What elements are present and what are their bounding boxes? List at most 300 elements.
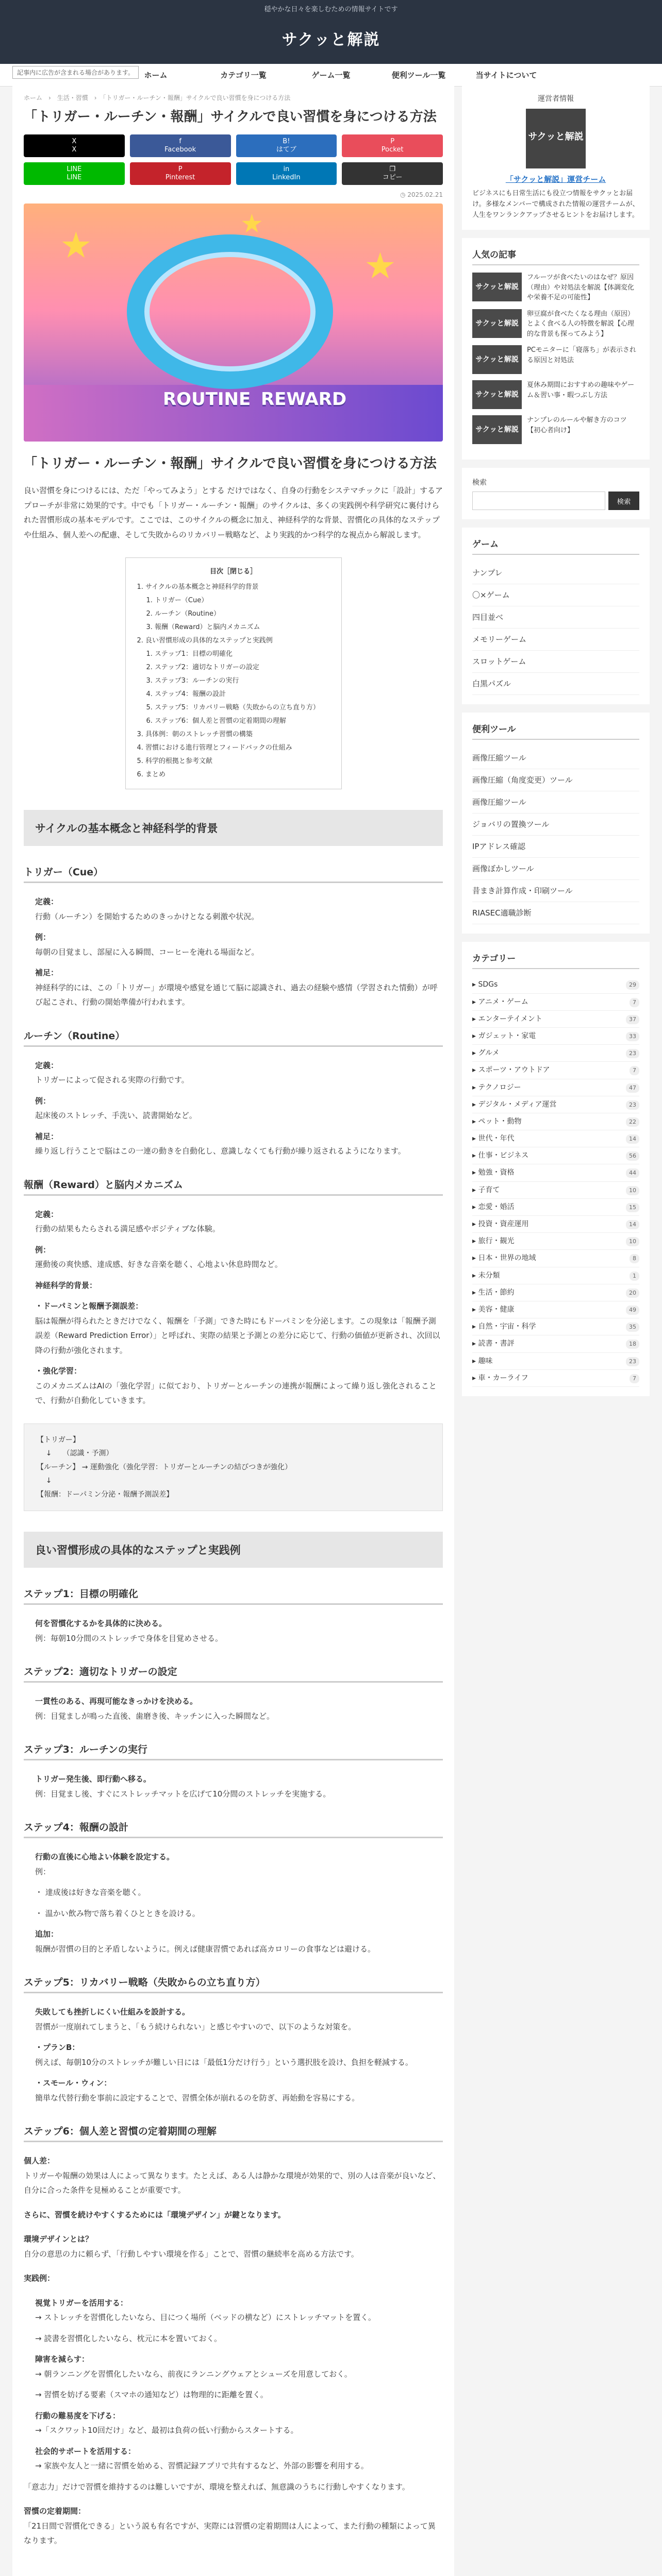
category-link[interactable] [472,1147,639,1164]
site-brand[interactable]: サクッと解説 [0,20,662,64]
item-text: → 家族や友人と一緒に習慣を始める、習慣記録アプリで共有するなど、外部の影響を利用する。 [35,2461,369,2471]
item-label: 障害を減らす： [35,2354,90,2364]
header-tagline: 穏やかな日々を楽しむための情報サイトです [0,0,662,20]
toc-item[interactable]: 1. ステップ1：目標の明確化 [146,650,233,658]
category-count: 23 [626,1100,639,1110]
category-link[interactable] [472,1113,639,1130]
post-thumbnail: サクッと解説 [472,273,522,301]
category-name [472,1318,536,1335]
widget-title: 検索 [472,479,487,487]
popular-post[interactable] [472,309,639,340]
category-link[interactable] [472,1370,639,1387]
share-button[interactable] [24,134,125,157]
list-item [35,2040,443,2070]
breadcrumb[interactable]: ホーム › 生活・習慣 › 「トリガー・ルーチン・報酬」サイクルで良い習慣を身につける方法 [24,94,291,101]
item-text: 行動の結果もたらされる満足感やポジティブな体験。 [35,1224,220,1233]
item-label: ・プランB： [35,2043,80,2053]
item-label: 追加： [35,1929,59,1939]
list-item [35,1129,443,1159]
section-heading: サイクルの基本概念と神経科学的背景 [24,810,443,846]
item-label: 行動の難易度を下げる： [35,2411,121,2420]
category-label: アニメ・ゲーム [478,997,528,1006]
category-label: ペット・動物 [478,1117,522,1126]
category-link[interactable] [472,1045,639,1062]
list-item [35,1094,443,1123]
category-count: 47 [626,1083,639,1093]
category-label: スポーツ・アウトドア [478,1066,550,1075]
category-name [472,1096,557,1113]
tools-link[interactable]: 昔まき計算作成・印刷ツール [472,880,639,902]
category-link[interactable] [472,1353,639,1370]
category-name [472,1353,492,1369]
category-name [472,1164,514,1181]
share-label: Pocket [381,146,404,154]
category-name [472,1079,521,1096]
toc-item[interactable]: 2. ルーチン（Routine） [146,610,220,618]
list-item [35,2352,443,2381]
cycle-ring [127,234,333,389]
share-label: Pinterest [165,174,195,181]
toc-title[interactable]: 目次［閉じる］ [209,568,257,575]
item-label: ・ドーパミンと報酬予測誤差： [35,1301,143,1311]
toc-item[interactable]: 3. 具体例：朝のストレッチ習慣の構築 [137,731,253,738]
category-link[interactable] [472,1028,639,1045]
admin-description: ビジネスにも日常生活にも役立つ情報をサクッとお届け。多様なメンバーで構成された情報の運営チームが、人生をワンランクアップさせるヒントをお届けします。 [472,190,639,219]
item-label: 行動の直後に心地よい体験を設定する。 [35,1852,175,1862]
star-icon: ★ [364,245,396,287]
category-label: ガジェット・家電 [478,1031,536,1040]
category-link[interactable] [472,1335,639,1352]
paragraph: 個人差： トリガーや報酬の効果は人によって異なります。たとえば、ある人は静かな環境が効果的で、別の人は音楽が良いなど、自分に合った条件を見極めることが重要です。 [24,2156,441,2195]
list-item [35,1278,443,1293]
chevron-right-icon: ▸ [472,1220,478,1229]
category-count: 23 [626,1357,639,1366]
item-text: 簡単な代替行動を事前に設定することで、習慣全体が崩れるのを防ぎ、再始動を容易にする。 [35,2093,360,2103]
definition-list [24,1850,443,1956]
category-label: 世代・年代 [478,1134,515,1143]
definition-list [24,894,443,1010]
search-widget [462,468,650,519]
category-label: 旅行・観光 [478,1237,515,1246]
item-text: → 朝ランニングを習慣化したいなら、前夜にランニングウェアとシューズを用意しておく。 [35,2369,352,2379]
widget-title: 運営者情報 [538,95,574,103]
paragraph: 「意志力」だけで習慣を維持するのは難しいですが、環境を整えれば、無意識のうちに行動しやすくなります。 [24,2482,410,2492]
chevron-right-icon: ▸ [472,1185,478,1194]
item-label: 社会的サポートを活用する： [35,2446,136,2456]
toc-item[interactable]: 3. ステップ3：ルーチンの実行 [146,677,239,685]
article [12,84,454,2576]
article-heading: 「トリガー・ルーチン・報酬」サイクルで良い習慣を身につける方法 [24,456,437,471]
share-label: コピー [382,174,403,181]
category-label: グルメ [478,1049,500,1058]
category-label: 仕事・ビジネス [478,1151,529,1160]
category-name [472,1370,528,1386]
category-label: 美容・健康 [478,1305,515,1314]
search-input[interactable] [472,492,605,510]
list-item [35,965,443,1010]
subsection-heading: ステップ4：報酬の設計 [24,1817,443,1838]
category-name [472,976,498,993]
toc-item[interactable]: 5. 科学的根拠と参考文献 [137,757,213,765]
category-link[interactable] [472,1216,639,1233]
widget-title: ゲーム [472,537,639,555]
item-label: 失敗しても挫折しにくい仕組みを設計する。 [35,2007,190,2017]
category-count: 23 [626,1049,639,1058]
popular-post[interactable] [472,273,639,303]
chevron-right-icon: ▸ [472,1305,478,1314]
games-link[interactable]: 白黒パズル [472,673,639,695]
category-name [472,1028,536,1044]
post-thumbnail: サクッと解説 [472,345,522,374]
list-item [35,2076,443,2105]
share-label: LINE [67,174,82,181]
intro-text: 良い習慣を身につけるには、ただ「やってみよう」とする だけではなく、自身の行動をシステマチックに「設計」するアプローチが非常に効果的です。中でも「トリガー・ルーチン・報酬」のサイクルは、多くの実践例や科学研究に裏付けられた習慣形成の基本モデルです。ここでは、このサイクルの概念に加え、神経科学的な背景、習慣化の具体的なステップや仕組み、個人差への配慮、そして失敗からのリカバリー戦略など、より実践的かつ科学的な視点から解説します。 [24,486,443,539]
subsection-heading: トリガー（Cue） [24,861,443,883]
share-label: X [72,146,77,154]
category-count: 7 [630,1374,639,1383]
item-text: → 習慣を妨げる要素（スマホの通知など）は物理的に距離を置く。 [35,2390,268,2400]
definition-list [24,1616,443,1646]
category-count: 15 [626,1203,639,1212]
item-text: →「スクワット10回だけ」など、最初は負荷の低い行動からスタートする。 [35,2426,299,2435]
category-label: 勉強・資格 [478,1168,515,1177]
list-item [35,2409,443,2438]
category-label: 未分類 [478,1271,500,1280]
share-icon: f [179,138,181,145]
definition-list [24,1207,443,1408]
list-item [35,1850,443,1879]
category-count: 7 [630,1066,639,1075]
nav-item[interactable]: カテゴリ一覧 [220,71,267,80]
category-count: 1 [630,1272,639,1281]
share-icon: P [390,138,395,145]
category-name [472,1216,528,1232]
nav-item[interactable]: 便利ツール一覧 [391,71,446,80]
category-count: 18 [626,1340,639,1349]
category-name [472,1267,500,1284]
chevron-right-icon: ▸ [472,1168,478,1177]
category-count: 8 [630,1254,639,1263]
share-label: Facebook [164,146,196,154]
popular-post[interactable] [472,415,639,444]
post-date: ◷ 2025.02.21 [400,191,443,198]
list-item [35,930,443,959]
popular-post[interactable] [472,345,639,374]
toc-item[interactable]: 3. 報酬（Reward）と脳内メカニズム [146,623,260,631]
item-label: 補足： [35,968,59,977]
list-item [35,1885,443,1900]
share-button[interactable] [24,162,125,185]
post-title: 夏休み期間におすすめの趣味やゲーム＆習い事・暇つぶし方法 [527,381,635,399]
category-count: 35 [626,1323,639,1332]
item-text: ・ 温かい飲み物で落ち着くひとときを設ける。 [35,1908,200,1918]
subsection-heading: ステップ6：個人差と習慣の定着期間の理解 [24,2121,443,2142]
chevron-right-icon: ▸ [472,1288,478,1297]
post-title: フルーツが食べたいのはなぜ？原因（理由）や対処法を解説【体調変化や栄養不足の可能性】 [527,274,635,302]
games-link[interactable]: ナンプレ [472,562,639,584]
item-text: 繰り返し行うことで脳はこの一連の動きを自動化し、意識しなくても行動が繰り返されるようになります。 [35,1146,406,1156]
chevron-right-icon: ▸ [472,997,478,1006]
category-link[interactable] [472,1096,639,1113]
toc-item[interactable]: 2. 良い習慣形成の具体的なステップと実践例 [137,637,273,645]
item-text: 毎朝の目覚まし、部屋に入る瞬間、コーヒーを淹れる場面など。 [35,947,259,957]
category-link[interactable] [472,1011,639,1028]
item-text: 例：目覚まし後、すぐにストレッチマットを広げて10分間のストレッチを実施する。 [35,1789,331,1799]
share-button[interactable] [236,134,337,157]
category-name [472,1147,528,1164]
list-item [35,1694,443,1723]
category-count: 10 [626,1186,639,1195]
tools-link[interactable]: 画像ぼかしツール [472,858,639,880]
item-text: 習慣が一度崩れてしまうと、「もう続けられない」と感じやすいので、以下のような対策を。 [35,2022,356,2031]
category-label: 趣味 [478,1357,493,1365]
chevron-right-icon: ▸ [472,1134,478,1143]
share-button[interactable] [342,134,443,157]
chevron-right-icon: ▸ [472,1357,478,1365]
toc-item[interactable]: 2. ステップ2：適切なトリガーの設定 [146,664,259,671]
share-icon: X [72,138,77,145]
list-item [35,2005,443,2034]
paragraph: 習慣の定着期間： 「21日間で習慣化できる」という説も有名ですが、実際には習慣の定着期間は人によって、また行動の種類によって異なります。 [24,2506,436,2546]
toc-item[interactable]: 6. ステップ6：個人差と習慣の定着期間の理解 [146,717,287,725]
item-text: 例えば、毎朝10分のストレッチが難しい日には「最低1分だけ行う」という選択肢を設け、負担を軽減する。 [35,2057,413,2067]
toc-item[interactable]: 4. 習慣における進行管理とフィードバックの仕組み [137,744,292,752]
category-count: 49 [626,1306,639,1315]
post-title: ナンプレのルールや解き方のコツ【初心者向け】 [527,416,627,434]
share-icon: in [283,165,290,173]
search-button[interactable]: 検索 [608,492,639,510]
category-name [472,1062,550,1078]
avatar: サクッと解説 [526,109,586,168]
star-icon: ★ [240,209,263,239]
toc-item[interactable]: 6. まとめ [137,771,166,778]
tools-widget [462,713,650,934]
category-link[interactable] [472,1079,639,1096]
tools-link[interactable]: 画像圧縮ツール [472,791,639,814]
category-label: 日本・世界の地域 [478,1254,536,1263]
definition-list [24,1058,443,1159]
chevron-right-icon: ▸ [472,1151,478,1160]
ad-notice: 記事内に広告が含まれる場合があります。 [12,66,139,79]
list-item [35,1243,443,1272]
category-widget [462,942,650,1396]
category-count: 56 [626,1151,639,1161]
clock-icon: ◷ [400,191,408,198]
item-label: ・スモール・ウィン： [35,2078,112,2088]
item-text: 神経科学的には、この「トリガー」が環境や感覚を通じて脳に認識され、過去の経験や感情（学習された情動）が呼び起こされ、行動の開始準備が行われます。 [35,982,438,1007]
item-text: 報酬が習慣の目的と矛盾しないように。例えば健康習慣であれば高カロリーの食事などは避ける。 [35,1944,376,1954]
category-link[interactable] [472,1182,639,1199]
item-label: 補足： [35,1131,59,1141]
item-label: 何を習慣化するかを具体的に決める。 [35,1619,167,1629]
post-thumbnail: サクッと解説 [472,415,522,444]
category-link[interactable] [472,1301,639,1318]
category-name [472,1113,521,1130]
games-link[interactable]: メモリーゲーム [472,629,639,651]
item-text: 例： [35,1867,51,1876]
share-button[interactable] [130,162,231,185]
item-text: 脳は報酬が得られたときだけでなく、報酬を「予測」できた時にもドーパミンを分泌します。この現象は「報酬予測誤差（Reward Prediction Error）」と呼ばれ、実際の結果と予測との差分に応じて、行動の価値が更新され、次回以降の行動が強化されます。 [35,1316,440,1355]
category-name [472,994,528,1010]
games-widget [462,528,650,704]
category-link[interactable] [472,1062,639,1079]
popular-post[interactable] [472,380,639,409]
nav-item[interactable]: ゲーム一覧 [311,71,351,80]
popular-widget [462,238,650,460]
category-name [472,1130,514,1147]
category-name [472,1045,500,1061]
category-label: テクノロジー [478,1083,521,1092]
tools-link[interactable]: IPアドレス確認 [472,836,639,858]
chevron-right-icon: ▸ [472,1031,478,1040]
item-label: ・強化学習： [35,1366,82,1376]
item-label: 例： [35,1096,51,1106]
item-label: 定義： [35,897,59,906]
list-item [35,2444,443,2473]
games-link[interactable]: 四目並べ [472,606,639,629]
share-icon: ❐ [389,165,395,173]
subsection-heading: ステップ5：リカバリー戦略（失敗からの立ち直り方） [24,1972,443,1993]
toc-item[interactable]: 1. トリガー（Cue） [146,597,208,604]
category-count: 29 [626,980,639,990]
list-item [35,2331,443,2346]
item-text: → ストレッチを習慣化したいなら、目につく場所（ベッドの横など）にストレッチマットを置く。 [35,2313,376,2323]
category-link[interactable] [472,1130,639,1147]
nav-item[interactable]: ホーム [144,71,168,80]
category-label: エンターテイメント [478,1014,542,1023]
tools-link[interactable]: 画像圧縮ツール [472,747,639,769]
category-count: 33 [626,1032,639,1041]
category-link[interactable] [472,1199,639,1216]
item-text: ・ 達成後は好きな音楽を聴く。 [35,1888,146,1897]
list-item [35,1207,443,1236]
chevron-right-icon: ▸ [472,1340,478,1348]
list-item [35,1772,443,1801]
category-count: 14 [626,1134,639,1144]
category-link[interactable] [472,1250,639,1267]
category-link[interactable] [472,1284,639,1301]
share-button[interactable] [130,134,231,157]
chevron-right-icon: ▸ [472,1014,478,1023]
tools-link[interactable]: 画像圧縮（角度変更）ツール [472,769,639,791]
category-link[interactable] [472,1233,639,1250]
games-link[interactable]: 〇×ゲーム [472,584,639,606]
category-label: 自然・宇宙・科学 [478,1323,536,1331]
item-label: 定義： [35,1060,59,1070]
admin-link[interactable]: 「サクッと解説」運営チーム [505,175,606,184]
tools-link[interactable]: ジョバリの置換ツール [472,814,639,836]
share-icon: P [178,165,183,173]
subsection-heading: ステップ1：目標の明確化 [24,1583,443,1605]
routine-label: ROUTINE [163,389,251,410]
category-label: 恋愛・婚活 [478,1202,515,1211]
definition-list [24,1694,443,1723]
category-link[interactable] [472,1318,639,1335]
category-label: 生活・節約 [478,1288,515,1297]
item-label: 視覚トリガーを活用する： [35,2298,128,2308]
list-item [35,2387,443,2402]
item-text: 例：毎朝10分間のストレッチで身体を目覚めさせる。 [35,1633,223,1643]
chevron-right-icon: ▸ [472,1202,478,1211]
category-count: 20 [626,1289,639,1298]
share-button[interactable] [236,162,337,185]
share-button[interactable] [342,162,443,185]
post-title: PCモニターに「寝落ち」が表示される原因と対処法 [527,346,636,364]
chevron-right-icon: ▸ [472,1083,478,1092]
post-thumbnail: サクッと解説 [472,309,522,338]
list-item [35,1299,443,1358]
category-link[interactable] [472,1164,639,1181]
item-text: 例：目覚ましが鳴った直後、歯磨き後、キッチンに入った瞬間など。 [35,1711,274,1721]
category-label: デジタル・メディア運営 [478,1100,557,1109]
item-text: → 読書を習慣化したいなら、枕元に本を置いておく。 [35,2333,222,2343]
list-item [35,1364,443,1408]
category-name [472,1335,514,1352]
category-label: 投資・資産運用 [478,1220,529,1229]
category-name [472,1284,514,1301]
toc-item[interactable]: 1. サイクルの基本概念と神経科学的背景 [137,583,259,591]
chevron-right-icon: ▸ [472,1323,478,1331]
item-text: 運動後の爽快感、達成感、好きな音楽を聴く、心地よい休息時間など。 [35,1260,283,1269]
paragraph: 環境デザインとは？ 自分の意思の力に頼らず、「行動しやすい環境を作る」ことで、習慣の継続率を高める方法です。 [24,2234,359,2259]
post-thumbnail: サクッと解説 [472,380,522,409]
category-count: 10 [626,1237,639,1246]
category-label: SDGs [478,980,498,989]
list-item [35,2296,443,2325]
toc-item[interactable]: 5. ステップ5：リカバリー戦略（失敗からの立ち直り方） [146,704,320,711]
games-link[interactable]: スロットゲーム [472,651,639,673]
subsection-heading: 報酬（Reward）と脳内メカニズム [24,1174,443,1196]
category-count: 44 [626,1168,639,1178]
subsection-heading: ステップ3：ルーチンの実行 [24,1739,443,1760]
item-label: トリガー発生後、即行動へ移る。 [35,1774,151,1784]
category-count: 7 [630,998,639,1007]
item-text: このメカニズムはAIの「強化学習」に似ており、トリガーとルーチンの連携が報酬によって繰り返し強化されることで、行動が自動化していきます。 [35,1381,437,1405]
category-label: 読書・書評 [478,1340,515,1348]
category-link[interactable] [472,994,639,1011]
category-name [472,1182,500,1198]
list-item [35,1616,443,1646]
category-link[interactable] [472,1267,639,1284]
tools-link[interactable]: RIASEC適職診断 [472,902,639,924]
category-name [472,1011,542,1027]
category-link[interactable] [472,976,639,993]
item-label: 例： [35,1245,51,1255]
toc-item[interactable]: 4. ステップ4：報酬の設計 [146,690,226,698]
item-label: 一貫性のある、再現可能なきっかけを決める。 [35,1697,198,1706]
star-icon: ★ [60,224,92,266]
nav-item[interactable]: 当サイトについて [475,71,537,80]
category-count: 22 [626,1117,639,1127]
post-title: 卵豆腐が食べたくなる理由（原因）とよく食べる人の特徴を解説【心理的な背景も探ってみよう】 [527,310,635,338]
page-title: 「トリガー・ルーチン・報酬」サイクルで良い習慣を身につける方法 [24,109,437,125]
share-icon: B! [283,138,290,145]
category-name [472,1301,514,1318]
chevron-right-icon: ▸ [472,1100,478,1109]
category-name [472,1199,514,1215]
sidebar [462,84,650,1404]
paragraph: さらに、習慣を続けやすくするためには「環境デザイン」が鍵となります。 [24,2210,286,2219]
widget-title: 便利ツール [472,722,639,740]
chevron-right-icon: ▸ [472,980,478,989]
list-item [35,894,443,924]
chevron-right-icon: ▸ [472,1374,478,1382]
share-buttons [24,134,443,185]
category-name [472,1250,536,1266]
widget-title: 人気の記事 [472,247,639,265]
subsection-heading: ステップ2：適切なトリガーの設定 [24,1661,443,1683]
chevron-right-icon: ▸ [472,1117,478,1126]
